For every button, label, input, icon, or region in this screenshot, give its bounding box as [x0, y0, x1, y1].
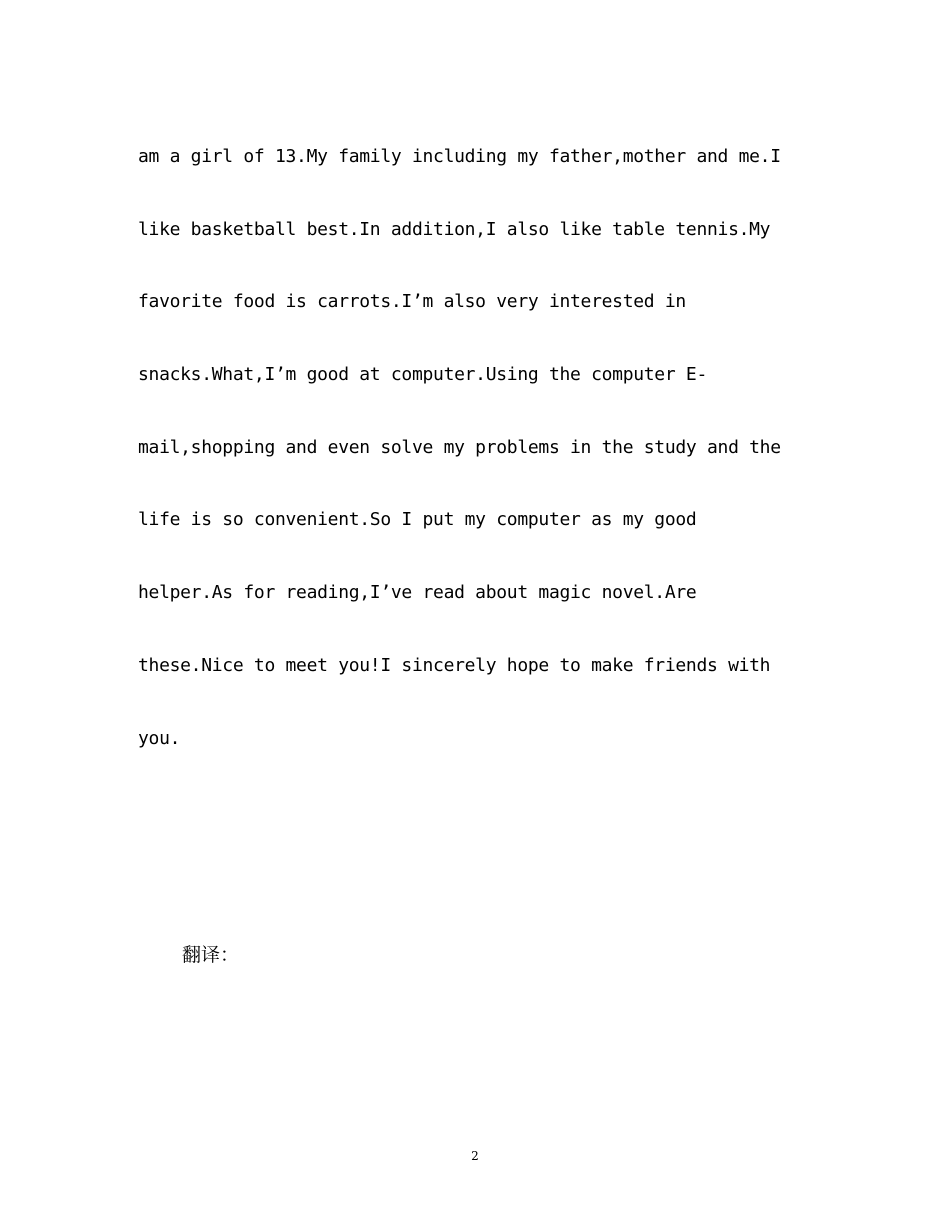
essay-line: am a girl of 13.My family including my father,mother and me.I: [138, 146, 781, 167]
essay-line: like basketball best.In addition,I also like table tennis.My: [138, 218, 771, 240]
essay-line: mail,shopping and even solve my problems in the study and the: [138, 436, 781, 458]
essay-line: life is so convenient.So I put my computer as my good: [138, 509, 697, 531]
page-number: 2: [471, 1149, 479, 1163]
essay-line: you.: [138, 727, 181, 749]
essay-body: [138, 138, 818, 792]
essay-line: snacks.What,I’m good at computer.Using the computer E-: [138, 364, 707, 386]
essay-line: helper.As for reading,I’ve read about magic novel.Are: [138, 582, 697, 604]
essay-line: favorite food is carrots.I’m also very interested in: [138, 291, 686, 313]
translation-heading: 翻译：: [182, 944, 240, 966]
essay-line: these.Nice to meet you!I sincerely hope to make friends with: [138, 654, 771, 676]
